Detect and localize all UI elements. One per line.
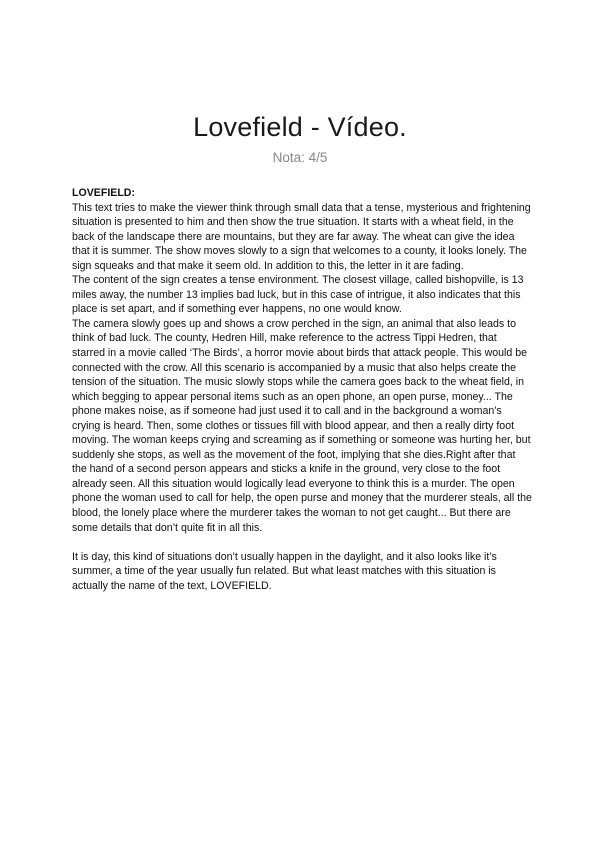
paragraph-gap [72, 535, 532, 550]
document-title: Lovefield - Vídeo. [193, 112, 407, 142]
paragraph-3: The camera slowly goes up and shows a crow perched in the sign, an animal that also leads to think of bad luck. The county, Hedren Hill, make reference to the actress Tippi Hedren, that starred in a movie called ‘The Birds’, a horror movie about birds that attack people. This would be connected with the crow. All this scenario is accompanied by a music that also helps create the tension of the situation. The music slowly stops while the camera goes back to the wheat field, in which begging to appear personal items such as an open phone, an open purse, money... The phone makes noise, as if someone had just used it to call and in the background a woman’s crying is heard. Then, some clothes or tissues fill with blood appear, and then a really dirty foot moving. The woman keeps crying and screaming as if something or someone was hurting her, but suddenly she stops, as well as the movement of the foot, implying that she dies.Right after that the hand of a second person appears and sticks a knife in the ground, very close to the foot already seen. All this situation would logically lead everyone to think this is a murder. The open phone the woman used to call for help, the open purse and money that the murderer steals, all the blood, the lonely place where the murderer takes the woman to not get caught... But there are some details that don’t quite fit in all this. [72, 317, 532, 534]
paragraph-2: The content of the sign creates a tense environment. The closest village, called bishopville, is 13 miles away, the number 13 implies bad luck, but in this case of intrigue, it also indicates that this place is set apart, and if something ever happens, no one would know. [72, 274, 524, 316]
document-subtitle: Nota: 4/5 [272, 150, 328, 165]
document-body [72, 186, 532, 593]
paragraph-4: It is day, this kind of situations don’t usually happen in the daylight, and it also looks like it’s summer, a time of the year usually fun related. But what least matches with this situation is actually the name of the text, LOVEFIELD. [72, 550, 497, 592]
section-heading: LOVEFIELD: [72, 187, 135, 199]
paragraph-1: This text tries to make the viewer think through small data that a tense, mysterious and frightening situation is presented to him and then show the true situation. It starts with a wheat field, in the back of the landscape there are mountains, but they are far away. The wheat can give the idea that it is summer. The show moves slowly to a sign that welcomes to a county, it looks lonely. The sign squeaks and that make it seem old. In addition to this, the letter in it are fading. [72, 201, 531, 272]
